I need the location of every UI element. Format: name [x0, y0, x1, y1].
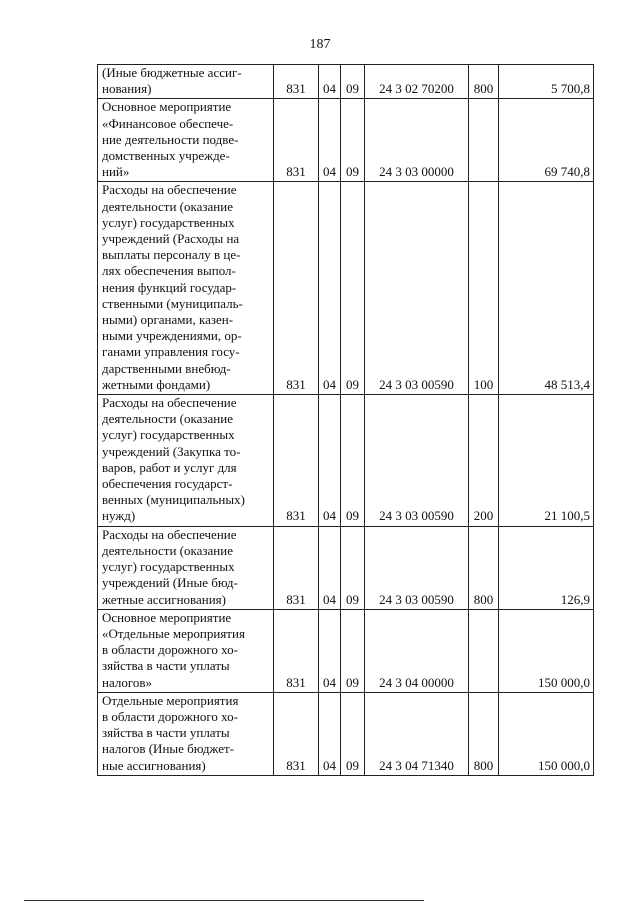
ministry-code-cell: 831	[274, 99, 319, 182]
section-code-cell: 04	[319, 182, 341, 395]
row-name-cell	[98, 526, 274, 609]
row-name-line: зяйства в части уплаты	[102, 725, 230, 741]
row-name-line: обеспечения государст-	[102, 476, 233, 492]
ministry-code-cell: 831	[274, 692, 319, 775]
expense-type-cell: 800	[469, 692, 499, 775]
subsection-code-cell: 09	[341, 609, 365, 692]
row-name-line: жетными фондами)	[102, 376, 211, 392]
row-name-line: ными) органами, казен-	[102, 312, 234, 328]
row-name-line: ние деятельности подве-	[102, 131, 239, 147]
row-name-line: Расходы на обеспечение	[102, 182, 237, 198]
row-name-line: налогов (Иные бюджет-	[102, 741, 235, 757]
row-name-line: деятельности (оказание	[102, 542, 233, 558]
row-name-line: услуг) государственных	[102, 214, 235, 230]
row-name-line: ные ассигнования)	[102, 757, 206, 773]
table-row	[98, 609, 594, 692]
table-row	[98, 395, 594, 527]
row-name-line: Основное мероприятие	[102, 99, 232, 115]
row-name-line: нужд)	[102, 508, 136, 524]
expense-type-cell: 100	[469, 182, 499, 395]
target-article-cell: 24 3 03 00590	[365, 182, 469, 395]
footer-rule	[24, 900, 424, 901]
amount-cell: 48 513,4	[499, 182, 594, 395]
row-name-line: нения функций государ-	[102, 279, 237, 295]
row-name-line: (Иные бюджетные ассиг-	[102, 65, 242, 80]
row-name-line: ганами управления госу-	[102, 344, 240, 360]
amount-cell: 21 100,5	[499, 395, 594, 527]
amount-cell: 69 740,8	[499, 99, 594, 182]
subsection-code-cell: 09	[341, 182, 365, 395]
row-name-line: «Финансовое обеспече-	[102, 115, 234, 131]
row-name-line: налогов»	[102, 674, 152, 690]
section-code-cell: 04	[319, 609, 341, 692]
row-name-line: услуг) государственных	[102, 427, 235, 443]
row-name-line: «Отдельные мероприятия	[102, 625, 245, 641]
section-code-cell: 04	[319, 99, 341, 182]
expense-type-cell: 200	[469, 395, 499, 527]
row-name-line: домственных учрежде-	[102, 148, 230, 164]
subsection-code-cell: 09	[341, 395, 365, 527]
row-name-line: ний»	[102, 164, 130, 180]
row-name-line: Расходы на обеспечение	[102, 526, 237, 542]
row-name-line: Расходы на обеспечение	[102, 395, 237, 411]
section-code-cell: 04	[319, 65, 341, 99]
section-code-cell: 04	[319, 692, 341, 775]
table-body	[98, 65, 594, 776]
table-row	[98, 99, 594, 182]
row-name-line: учреждений (Расходы на	[102, 231, 240, 247]
target-article-cell: 24 3 04 00000	[365, 609, 469, 692]
amount-cell: 150 000,0	[499, 609, 594, 692]
row-name-line: нования)	[102, 81, 152, 97]
row-name-line: учреждений (Закупка то-	[102, 443, 241, 459]
row-name-cell	[98, 182, 274, 395]
expense-type-cell	[469, 99, 499, 182]
amount-cell: 126,9	[499, 526, 594, 609]
page-number: 187	[309, 37, 331, 52]
ministry-code-cell: 831	[274, 395, 319, 527]
row-name-line: услуг) государственных	[102, 559, 235, 575]
row-name-line: деятельности (оказание	[102, 198, 233, 214]
row-name-line: жетные ассигнования)	[102, 591, 226, 607]
budget-table	[97, 64, 594, 776]
row-name-line: ственными (муниципаль-	[102, 295, 243, 311]
table-row	[98, 65, 594, 99]
subsection-code-cell: 09	[341, 99, 365, 182]
row-name-line: в области дорожного хо-	[102, 642, 238, 658]
row-name-cell	[98, 609, 274, 692]
target-article-cell: 24 3 04 71340	[365, 692, 469, 775]
row-name-line: зяйства в части уплаты	[102, 658, 230, 674]
row-name-cell	[98, 99, 274, 182]
table-row	[98, 692, 594, 775]
target-article-cell: 24 3 03 00590	[365, 395, 469, 527]
expense-type-cell: 800	[469, 65, 499, 99]
row-name-line: Основное мероприятие	[102, 609, 232, 625]
amount-cell: 5 700,8	[499, 65, 594, 99]
target-article-cell: 24 3 03 00000	[365, 99, 469, 182]
expense-type-cell	[469, 609, 499, 692]
expense-type-cell: 800	[469, 526, 499, 609]
section-code-cell: 04	[319, 526, 341, 609]
row-name-cell	[98, 395, 274, 527]
target-article-cell: 24 3 03 00590	[365, 526, 469, 609]
subsection-code-cell: 09	[341, 65, 365, 99]
row-name-line: деятельности (оказание	[102, 411, 233, 427]
row-name-line: выплаты персоналу в це-	[102, 247, 241, 263]
row-name-line: учреждений (Иные бюд-	[102, 575, 238, 591]
row-name-line: Отдельные мероприятия	[102, 692, 239, 708]
section-code-cell: 04	[319, 395, 341, 527]
amount-cell: 150 000,0	[499, 692, 594, 775]
row-name-line: венных (муниципальных)	[102, 492, 245, 508]
row-name-cell	[98, 692, 274, 775]
subsection-code-cell: 09	[341, 692, 365, 775]
ministry-code-cell: 831	[274, 609, 319, 692]
table-row	[98, 182, 594, 395]
subsection-code-cell: 09	[341, 526, 365, 609]
table-row	[98, 526, 594, 609]
ministry-code-cell: 831	[274, 65, 319, 99]
ministry-code-cell: 831	[274, 526, 319, 609]
target-article-cell: 24 3 02 70200	[365, 65, 469, 99]
row-name-line: лях обеспечения выпол-	[102, 263, 236, 279]
ministry-code-cell: 831	[274, 182, 319, 395]
row-name-line: варов, работ и услуг для	[102, 459, 237, 475]
row-name-line: дарственными внебюд-	[102, 360, 231, 376]
row-name-line: ными учреждениями, ор-	[102, 328, 242, 344]
row-name-cell	[98, 65, 274, 99]
row-name-line: в области дорожного хо-	[102, 708, 238, 724]
